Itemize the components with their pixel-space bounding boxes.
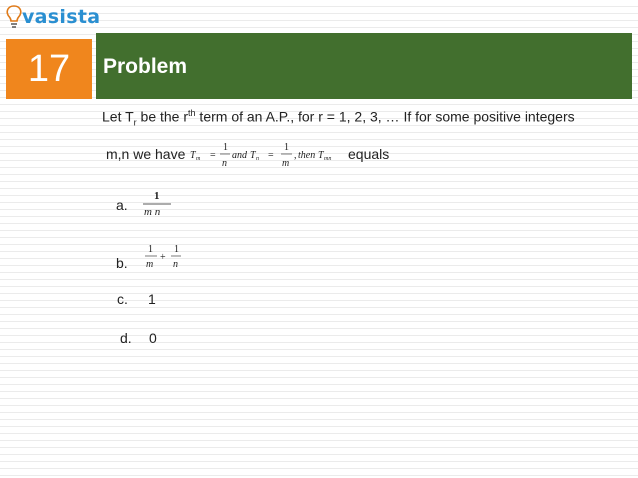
formula-den: n	[222, 158, 227, 169]
problem-line-2-suffix: equals	[348, 146, 390, 162]
option-a-formula	[140, 186, 176, 223]
problem-line-2-prefix: m,n we have	[106, 146, 186, 162]
option-b-num1: 1	[148, 244, 153, 255]
formula-and: and	[232, 150, 247, 161]
formula-den: m	[282, 158, 290, 169]
problem-text: Let T	[102, 108, 134, 125]
option-d-value: 0	[149, 330, 157, 346]
formula-sub: mn	[324, 156, 332, 162]
subscript-r: r	[133, 117, 137, 128]
option-a-label: a.	[116, 197, 128, 213]
option-b-label: b.	[116, 255, 128, 271]
formula-comma: ,	[294, 150, 297, 161]
option-b-formula	[142, 240, 186, 277]
slide-number	[6, 39, 92, 99]
vasista-logo	[4, 2, 100, 32]
formula-eq: =	[210, 150, 216, 161]
option-b-num2: 1	[174, 244, 179, 255]
option-a-den: m n	[144, 206, 161, 218]
option-c-label: c.	[117, 291, 128, 307]
formula-eq: =	[268, 150, 274, 161]
formula-T: T	[250, 150, 256, 161]
formula-sub: n	[256, 156, 259, 162]
option-b-den2: n	[173, 259, 178, 270]
title-bar	[96, 33, 632, 99]
superscript-th: th	[188, 108, 196, 118]
formula-num: 1	[223, 142, 228, 153]
slide-number-text: 17	[27, 47, 71, 90]
logo-text: vasista	[22, 6, 101, 28]
option-b-plus: +	[160, 252, 166, 263]
formula-sub: m	[196, 156, 201, 162]
formula-T: T	[190, 150, 196, 161]
condition-formula	[190, 138, 350, 177]
lightbulb-icon	[4, 4, 24, 30]
option-d-label: d.	[120, 330, 132, 346]
formula-T: T	[318, 150, 324, 161]
slide-title: Problem	[103, 55, 188, 78]
option-b-den1: m	[146, 259, 154, 270]
problem-text: term of an A.P., for r = 1, 2, 3, … If for some positive integers	[195, 108, 575, 125]
formula-num: 1	[284, 142, 289, 153]
problem-line-1	[102, 108, 575, 127]
option-a-num: 1	[154, 190, 160, 202]
formula-then: then	[298, 150, 316, 161]
problem-text: be the r	[136, 108, 189, 125]
option-c-value: 1	[148, 291, 156, 307]
